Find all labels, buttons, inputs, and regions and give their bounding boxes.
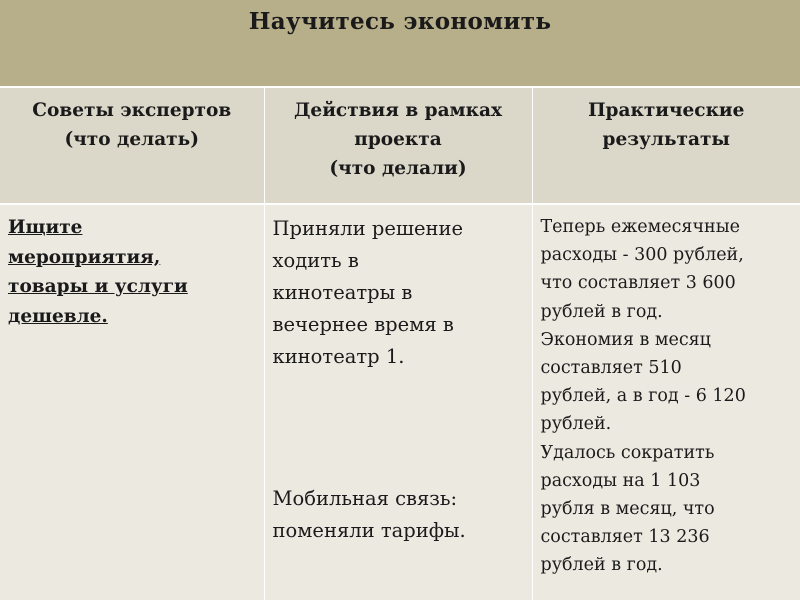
table-header-row	[0, 87, 800, 204]
header-cell-practical-results	[532, 87, 800, 204]
header-cell-project-actions	[264, 87, 532, 204]
expert-tip: Ищите мероприятия, товары и услуги дешевле.	[8, 217, 188, 327]
action-cinema: Приняли решение ходить в кинотеатры в вечернее время в кинотеатр 1.	[272, 217, 464, 368]
title-row	[0, 0, 800, 87]
header-expert-tips: Советы экспертов (что делать)	[32, 100, 232, 150]
tip-cell	[0, 204, 264, 600]
header-cell-expert-tips	[0, 87, 264, 204]
action-cell	[264, 204, 532, 600]
header-project-actions: Действия в рамках проекта (что делали)	[293, 100, 503, 179]
slide-title: Научитесь экономить	[248, 8, 552, 35]
action-mobile: Мобильная связь: поменяли тарифы.	[272, 487, 466, 542]
header-practical-results: Практические результаты	[588, 100, 745, 150]
title-cell	[0, 0, 800, 87]
result-cell	[532, 204, 800, 600]
practical-result: Теперь ежемесячные расходы - 300 рублей, что составляет 3 600 рублей в год. Экономия в месяц составляет 510 рублей, а в год - 6 120 рублей. Удалось сократить расходы на 1 103 рубля в месяц, что составляет 13 236 рублей в год.	[540, 217, 746, 576]
table-row	[0, 204, 800, 600]
